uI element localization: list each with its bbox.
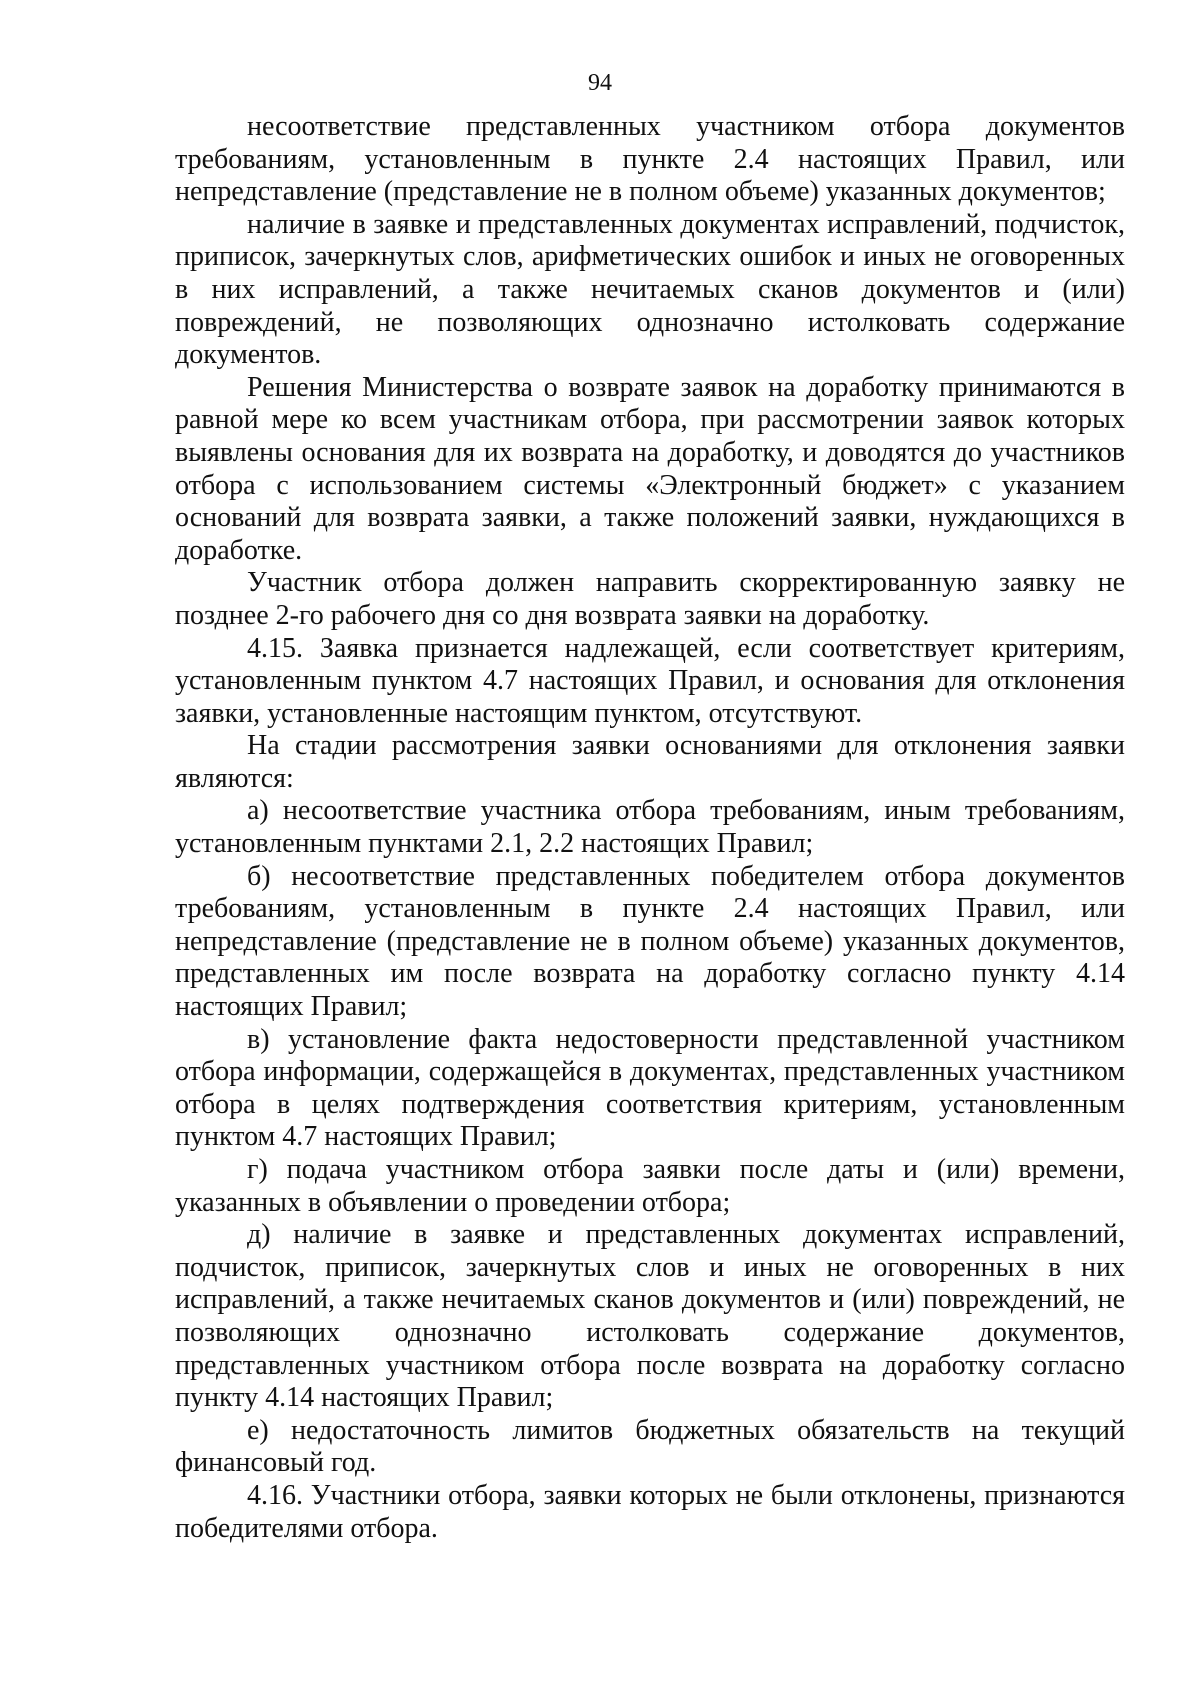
- page-number: 94: [588, 70, 612, 96]
- list-item: г) подача участником отбора заявки после даты и (или) времени, указанных в объявлении о проведении отбора;: [175, 1154, 1125, 1218]
- document-body: [175, 111, 1125, 1545]
- list-item: в) установление факта недостоверности представленной участником отбора информации, содержащейся в документах, представленных участником отбора в целях подтверждения соответствия критериям, установленным пунктом 4.7 настоящих Правил;: [175, 1023, 1125, 1153]
- paragraph: наличие в заявке и представленных документах исправлений, подчисток, приписок, зачеркнутых слов, арифметических ошибок и иных не оговоренных в них исправлений, а также нечитаемых сканов документов и (или) повреждений, не позволяющих однозначно истолковать содержание документов.: [175, 208, 1125, 371]
- paragraph: несоответствие представленных участником отбора документов требованиям, установленным в пункте 2.4 настоящих Правил, или непредставление (представление не в полном объеме) указанных документов;: [175, 111, 1125, 208]
- paragraph: Решения Министерства о возврате заявок на доработку принимаются в равной мере ко всем участникам отбора, при рассмотрении заявок которых выявлены основания для их возврата на доработку, и доводятся до участников отбора с использованием системы «Электронный бюджет» с указанием оснований для возврата заявки, а также положений заявки, нуждающихся в доработке.: [175, 371, 1125, 566]
- list-item: е) недостаточность лимитов бюджетных обязательств на текущий финансовый год.: [175, 1414, 1125, 1479]
- list-item: б) несоответствие представленных победителем отбора документов требованиям, установленным в пункте 2.4 настоящих Правил, или непредставление (представление не в полном объеме) указанных документов, представленных им после возврата на доработку согласно пункту 4.14 настоящих Правил;: [175, 860, 1125, 1023]
- paragraph: На стадии рассмотрения заявки основаниями для отклонения заявки являются:: [175, 730, 1125, 794]
- paragraph: 4.15. Заявка признается надлежащей, если соответствует критериям, установленным пунктом 4.7 настоящих Правил, и основания для отклонения заявки, установленные настоящим пунктом, отсутствуют.: [175, 632, 1125, 729]
- list-item: д) наличие в заявке и представленных документах исправлений, подчисток, приписок, зачеркнутых слов и иных не оговоренных в них исправлений, а также нечитаемых сканов документов и (или) повреждений, не позволяющих однозначно истолковать содержание документов, представленных участником отбора после возврата на доработку согласно пункту 4.14 настоящих Правил;: [175, 1219, 1125, 1414]
- list-item: а) несоответствие участника отбора требованиям, иным требованиям, установленным пунктами 2.1, 2.2 настоящих Правил;: [175, 795, 1125, 860]
- paragraph: Участник отбора должен направить скорректированную заявку не позднее 2-го рабочего дня со дня возврата заявки на доработку.: [175, 567, 1125, 631]
- paragraph: 4.16. Участники отбора, заявки которых не были отклонены, признаются победителями отбора.: [175, 1479, 1125, 1544]
